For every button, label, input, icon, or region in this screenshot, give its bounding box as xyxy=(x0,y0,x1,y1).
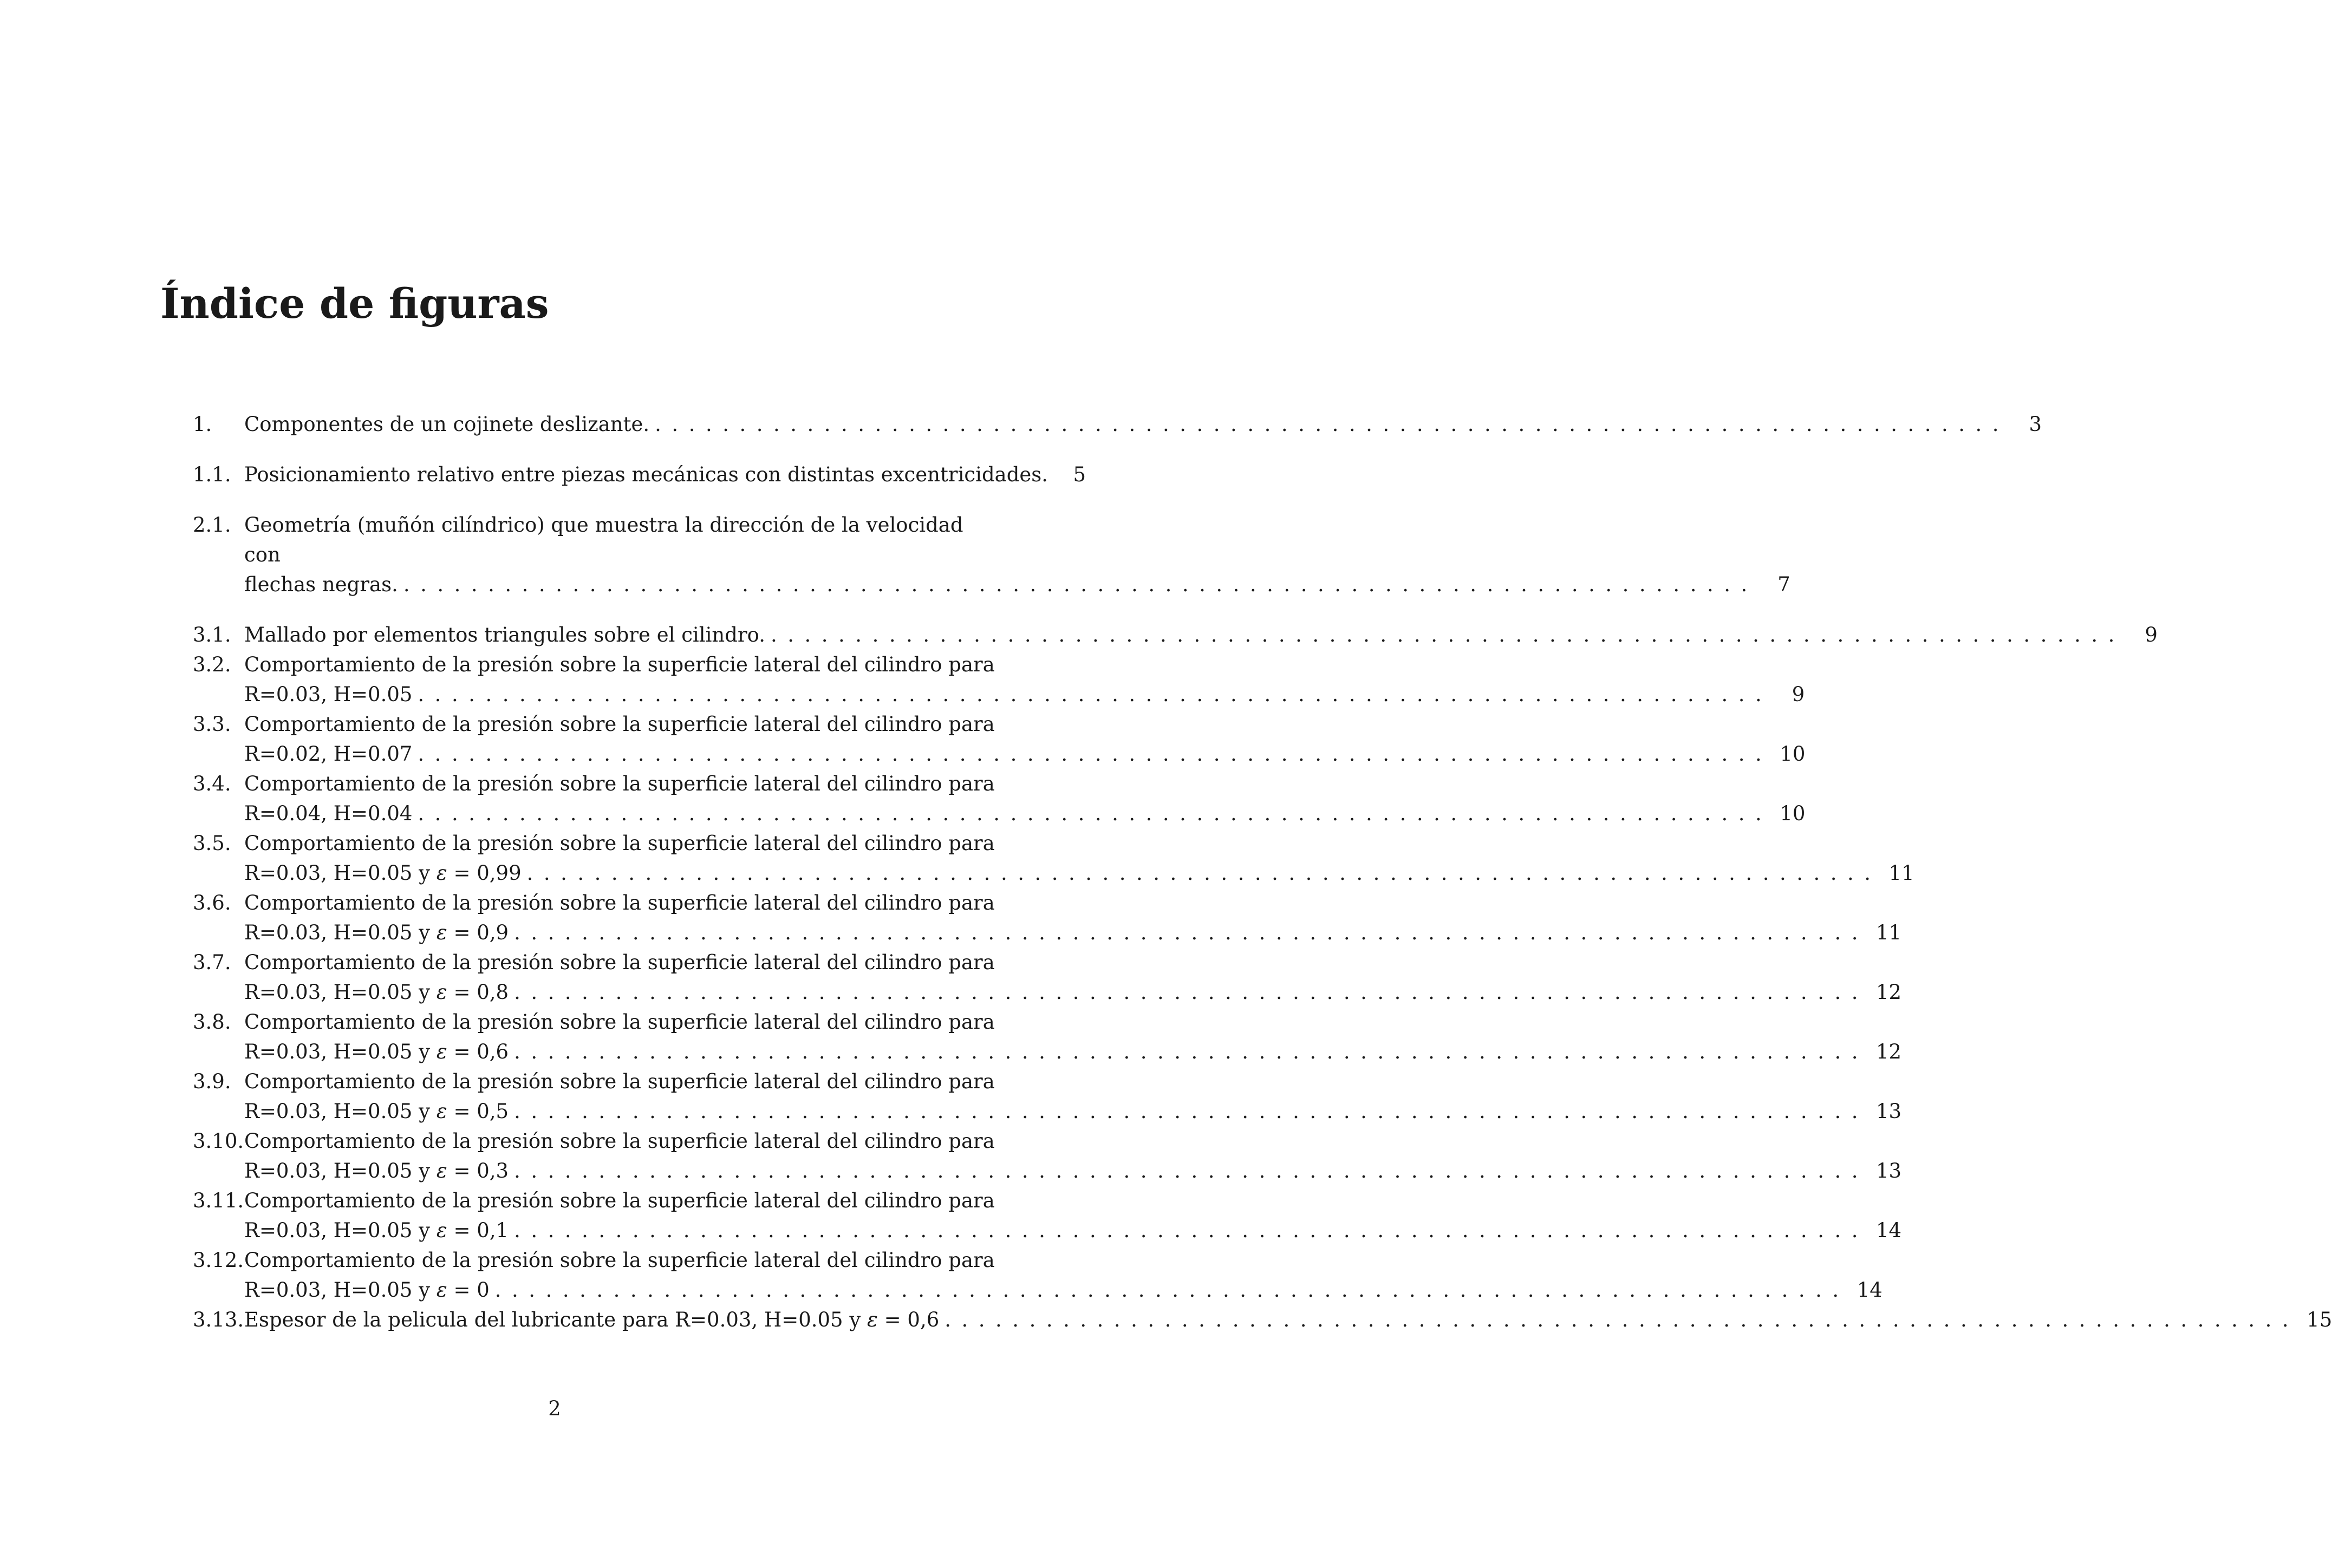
epsilon-value: = 0,3 xyxy=(453,1159,509,1182)
figure-entry[interactable] xyxy=(193,650,1805,709)
figure-entry[interactable] xyxy=(193,948,1902,1007)
figure-entry[interactable] xyxy=(193,1186,1902,1245)
figure-caption-line: Comportamiento de la presión sobre la superficie lateral del cilindro para xyxy=(244,772,995,795)
figure-page-number: 3 xyxy=(2029,413,2042,436)
dot-leader: ................................................................................ xyxy=(494,1278,1849,1302)
dot-leader: ................................................................................ xyxy=(418,742,1773,766)
figure-page-number: 11 xyxy=(1888,861,1914,885)
epsilon-value: = 0,5 xyxy=(453,1100,509,1123)
page-number: 2 xyxy=(548,1397,561,1420)
figure-number: 3.4. xyxy=(193,772,231,795)
figure-page-number: 12 xyxy=(1875,981,1902,1004)
figure-caption-line: Comportamiento de la presión sobre la superficie lateral del cilindro para xyxy=(244,713,995,736)
figure-caption: R=0.03, H=0.05 y xyxy=(244,981,437,1004)
dot-leader: ................................................................................ xyxy=(514,921,1868,944)
figure-page-number: 10 xyxy=(1780,742,1806,766)
dot-leader: ................................................................................ xyxy=(514,981,1868,1004)
figure-number: 3.5. xyxy=(193,832,231,855)
figure-caption: flechas negras. xyxy=(244,573,398,596)
dot-leader: ................................................................................ xyxy=(655,413,2010,436)
figure-entry[interactable] xyxy=(193,1007,1902,1067)
figure-page-number: 13 xyxy=(1875,1100,1902,1123)
figure-caption: R=0.03, H=0.05 y xyxy=(244,1100,437,1123)
figure-caption: R=0.03, H=0.05 y xyxy=(244,921,437,944)
page-title: Índice de figuras xyxy=(160,279,549,328)
figure-number: 3.9. xyxy=(193,1070,231,1093)
figure-caption-line: Comportamiento de la presión sobre la superficie lateral del cilindro para xyxy=(244,1249,995,1272)
figure-caption: R=0.03, H=0.05 xyxy=(244,683,413,706)
figure-page-number: 11 xyxy=(1875,921,1902,944)
figure-number: 3.10. xyxy=(193,1129,244,1153)
epsilon-value: = 0,9 xyxy=(453,921,509,944)
figure-page-number: 5 xyxy=(1073,463,1086,486)
dot-leader: ................................................................................ xyxy=(418,802,1773,825)
figure-caption: Espesor de la pelicula del lubricante para R=0.03, H=0.05 y xyxy=(244,1308,868,1331)
figure-page-number: 9 xyxy=(2145,623,2158,646)
figure-caption: R=0.04, H=0.04 xyxy=(244,802,413,825)
figure-number: 3.12. xyxy=(193,1249,244,1272)
figure-caption-line: Comportamiento de la presión sobre la superficie lateral del cilindro para xyxy=(244,1010,995,1034)
figure-number: 3.7. xyxy=(193,951,231,974)
figure-number: 3.13. xyxy=(193,1308,244,1331)
dot-leader: ................................................................................ xyxy=(944,1308,2300,1331)
figure-entry[interactable] xyxy=(193,1305,2332,1335)
dot-leader: ................................................................................ xyxy=(514,1040,1868,1063)
epsilon-symbol: ε xyxy=(436,1219,447,1242)
figure-entry[interactable] xyxy=(193,460,1086,489)
figure-number: 1.1. xyxy=(193,463,231,486)
figure-page-number: 7 xyxy=(1777,573,1790,596)
figure-caption-line: Comportamiento de la presión sobre la superficie lateral del cilindro para xyxy=(244,1189,995,1212)
figure-number: 3.1. xyxy=(193,623,231,646)
figure-page-number: 9 xyxy=(1792,683,1805,706)
figure-page-number: 13 xyxy=(1875,1159,1902,1182)
figure-number: 1. xyxy=(193,413,212,436)
epsilon-value: = 0,99 xyxy=(453,861,522,885)
figure-caption-line: Comportamiento de la presión sobre la superficie lateral del cilindro para xyxy=(244,653,995,676)
figure-caption-line: Comportamiento de la presión sobre la superficie lateral del cilindro para xyxy=(244,832,995,855)
epsilon-value: = 0,6 xyxy=(453,1040,509,1063)
figure-entry[interactable] xyxy=(193,409,2042,439)
dot-leader: ................................................................................ xyxy=(526,861,1881,885)
epsilon-symbol: ε xyxy=(867,1308,878,1331)
epsilon-value: = 0,8 xyxy=(453,981,509,1004)
figure-caption: R=0.03, H=0.05 y xyxy=(244,861,437,885)
entry-group xyxy=(193,460,1086,489)
figure-page-number: 12 xyxy=(1875,1040,1902,1063)
epsilon-symbol: ε xyxy=(436,861,447,885)
figure-entry[interactable] xyxy=(193,620,2158,650)
epsilon-symbol: ε xyxy=(436,1040,447,1063)
figure-number: 3.11. xyxy=(193,1189,244,1212)
entry-group xyxy=(193,409,2042,439)
dot-leader: ................................................................................ xyxy=(514,1159,1868,1182)
figure-number: 3.2. xyxy=(193,653,231,676)
figure-number: 3.8. xyxy=(193,1010,231,1034)
figure-number: 3.6. xyxy=(193,891,231,914)
dot-leader: ................................................................................ xyxy=(771,623,2125,646)
figure-entry[interactable] xyxy=(193,769,1806,828)
figure-caption: R=0.02, H=0.07 xyxy=(244,742,413,766)
epsilon-value: = 0,6 xyxy=(884,1308,940,1331)
figure-caption: R=0.03, H=0.05 y xyxy=(244,1219,437,1242)
figure-page-number: 15 xyxy=(2307,1308,2332,1331)
figure-caption-line: Comportamiento de la presión sobre la superficie lateral del cilindro para xyxy=(244,891,995,914)
epsilon-symbol: ε xyxy=(436,981,447,1004)
figure-caption: Mallado por elementos triangules sobre el cilindro. xyxy=(244,623,765,646)
list-of-figures xyxy=(193,409,2332,1335)
epsilon-value: = 0 xyxy=(453,1278,490,1302)
figure-page-number: 10 xyxy=(1780,802,1806,825)
figure-number: 3.3. xyxy=(193,713,231,736)
figure-caption: R=0.03, H=0.05 y xyxy=(244,1278,437,1302)
epsilon-symbol: ε xyxy=(436,921,447,944)
epsilon-symbol: ε xyxy=(436,1159,447,1182)
figure-caption-line: Comportamiento de la presión sobre la superficie lateral del cilindro para xyxy=(244,1070,995,1093)
dot-leader: ................................................................................ xyxy=(418,683,1773,706)
figure-entry[interactable] xyxy=(193,510,1790,599)
figure-entry[interactable] xyxy=(193,888,1902,948)
figure-entry[interactable] xyxy=(193,828,1914,888)
dot-leader: ................................................................................ xyxy=(514,1219,1868,1242)
figure-page-number: 14 xyxy=(1857,1278,1882,1302)
entry-group xyxy=(193,620,2332,1335)
figure-entry[interactable] xyxy=(193,1245,1882,1305)
figure-page-number: 14 xyxy=(1875,1219,1902,1242)
figure-entry[interactable] xyxy=(193,1067,1902,1126)
entry-group xyxy=(193,510,1790,599)
figure-number: 2.1. xyxy=(193,513,231,537)
figure-entry[interactable] xyxy=(193,709,1806,769)
figure-caption: R=0.03, H=0.05 y xyxy=(244,1040,437,1063)
figure-caption: Componentes de un cojinete deslizante. xyxy=(244,413,650,436)
figure-caption-line: Comportamiento de la presión sobre la superficie lateral del cilindro para xyxy=(244,951,995,974)
epsilon-value: = 0,1 xyxy=(453,1219,509,1242)
figure-entry[interactable] xyxy=(193,1126,1902,1186)
epsilon-symbol: ε xyxy=(436,1100,447,1123)
figure-caption-line: Comportamiento de la presión sobre la superficie lateral del cilindro para xyxy=(244,1129,995,1153)
epsilon-symbol: ε xyxy=(436,1278,447,1302)
dot-leader: ................................................................................ xyxy=(403,573,1758,596)
dot-leader: ................................................................................ xyxy=(514,1100,1868,1123)
figure-caption: Posicionamiento relativo entre piezas mecánicas con distintas excentricidades. xyxy=(244,463,1048,486)
figure-caption: R=0.03, H=0.05 y xyxy=(244,1159,437,1182)
figure-caption-line: Geometría (muñón cilíndrico) que muestra la dirección de la velocidad con xyxy=(244,513,963,566)
